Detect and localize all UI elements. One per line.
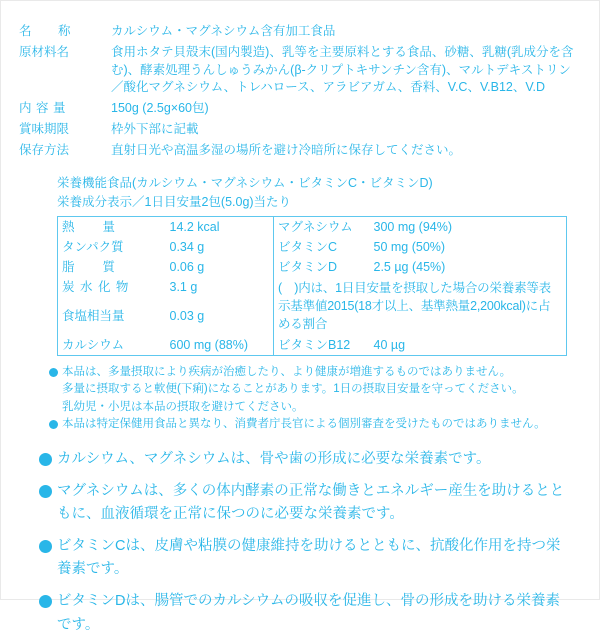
nutrition-reference-note: ( )内は、1日目安量を摂取した場合の栄養素等表示基準値2015(18才以上、基準熱量2,200kcal)に占める割合 [274, 277, 567, 334]
claim-vitamin-d-text: ビタミンDは、腸管でのカルシウムの吸収を促進し、骨の形成を助ける栄養素です。 [57, 593, 560, 633]
nutrient-name-protein: タンパク質 [62, 239, 124, 254]
nutrition-facts-table [57, 216, 567, 356]
caution-note-2-text: 多量に摂取すると軟便(下痢)になることがあります。1日の摂取目安量を守ってください。 [62, 383, 524, 396]
spec-value-ingredients: 食用ホタテ貝殻末(国内製造)、乳等を主要原料とする食品、砂糖、乳糖(乳成分を含む)、酵素処理うんしゅうみかん(β-クリプトキサンチン含有)、マルトデキストリン／酸化マグネシウム、トレハロース、アラビアガム、香料、V.C、V.B12、V.D [111, 44, 574, 95]
spec-row-name [19, 23, 581, 44]
caution-notes [49, 364, 569, 434]
spec-row-volume [19, 100, 581, 121]
nutrient-name-energy: 熱 量 [62, 219, 117, 234]
nutrition-section [57, 174, 567, 355]
table-row [58, 335, 567, 356]
nutrient-name-carbohydrate: 炭 水 化 物 [62, 280, 130, 295]
spec-value-storage: 直射日光や高温多湿の場所を避け冷暗所に保存してください。 [111, 142, 462, 157]
spec-row-expiry [19, 121, 581, 142]
nutrient-name-calcium: カルシウム [62, 337, 125, 352]
table-row [58, 216, 567, 237]
nutrient-value-vitamin-d: 2.5 µg (45%) [373, 260, 446, 274]
caution-note-1-text: 本品は、多量摂取により疾病が治癒したり、より健康が増進するものではありません。 [62, 365, 512, 378]
spec-value-name: カルシウム・マグネシウム含有加工食品 [111, 24, 336, 38]
claim-vitamin-c [39, 535, 567, 581]
nutrient-value-magnesium: 300 mg (94%) [373, 219, 453, 234]
spec-row-ingredients [19, 44, 581, 100]
product-spec-table [19, 23, 581, 162]
claim-magnesium [39, 480, 567, 526]
nutrient-name-vitamin-b12: ビタミンB12 [274, 335, 370, 356]
claim-vitamin-d [39, 590, 567, 636]
bullet-dot-icon [39, 485, 52, 498]
claim-calcium-magnesium [39, 448, 567, 471]
caution-note-4 [49, 416, 569, 433]
caution-note-4-text: 本品は特定保健用食品と異なり、消費者庁長官による個別審査を受けたものではありません。 [62, 418, 546, 431]
nutrient-name-magnesium: マグネシウム [274, 216, 370, 237]
nutrition-heading-line2: 栄養成分表示／1日目安量2包(5.0g)当たり [57, 195, 292, 209]
nutrient-value-energy: 14.2 kcal [169, 219, 220, 234]
nutrient-name-vitamin-d: ビタミンD [274, 257, 370, 277]
spec-label-name: 名 称 [19, 24, 72, 38]
spec-value-volume: 150g (2.5g×60包) [111, 101, 209, 115]
nutrition-heading-line1: 栄養機能食品(カルシウム・マグネシウム・ビタミンC・ビタミンD) [57, 176, 433, 191]
claim-calcium-magnesium-text: カルシウム、マグネシウムは、骨や歯の形成に必要な栄養素です。 [57, 450, 491, 467]
spec-label-ingredients: 原材料名 [19, 44, 70, 59]
spec-value-expiry: 枠外下部に記載 [111, 121, 199, 136]
bullet-dot-icon [49, 420, 58, 429]
claim-vitamin-c-text: ビタミンCは、皮膚や粘膜の健康維持を助けるとともに、抗酸化作用を持つ栄養素です。 [57, 538, 561, 578]
bullet-dot-icon [39, 540, 52, 553]
claim-magnesium-text: マグネシウムは、多くの体内酵素の正常な働きとエネルギー産生を助けるとともに、血液循環を正常に保つのに必要な栄養素です。 [57, 482, 565, 522]
bullet-dot-icon [39, 453, 52, 466]
nutrient-name-fat: 脂 質 [62, 260, 117, 274]
nutrient-name-vitamin-c: ビタミンC [274, 237, 370, 257]
table-row [58, 237, 567, 257]
spec-label-volume: 内 容 量 [19, 101, 66, 115]
caution-note-3-text: 乳幼児・小児は本品の摂取を避けてください。 [62, 400, 304, 413]
spec-label-expiry: 賞味期限 [19, 121, 70, 136]
nutrient-value-calcium: 600 mg (88%) [169, 337, 249, 352]
nutrient-value-vitamin-b12: 40 µg [373, 337, 406, 352]
bullet-dot-icon [49, 368, 58, 377]
nutrient-name-salt: 食塩相当量 [62, 308, 125, 323]
nutrient-value-vitamin-c: 50 mg (50%) [373, 239, 446, 254]
nutrient-value-fat: 0.06 g [169, 260, 205, 274]
caution-note-2 [49, 381, 569, 398]
nutrient-value-carbohydrate: 3.1 g [169, 280, 198, 295]
spec-row-storage [19, 142, 581, 163]
bullet-dot-icon [39, 595, 52, 608]
nutrient-value-protein: 0.34 g [169, 239, 205, 254]
table-row [58, 257, 567, 277]
nutrient-value-salt: 0.03 g [169, 308, 205, 323]
table-row [58, 277, 567, 306]
caution-note-1 [49, 364, 569, 381]
spec-label-storage: 保存方法 [19, 142, 70, 157]
nutrient-function-claims [39, 448, 567, 637]
caution-note-3 [49, 399, 569, 416]
